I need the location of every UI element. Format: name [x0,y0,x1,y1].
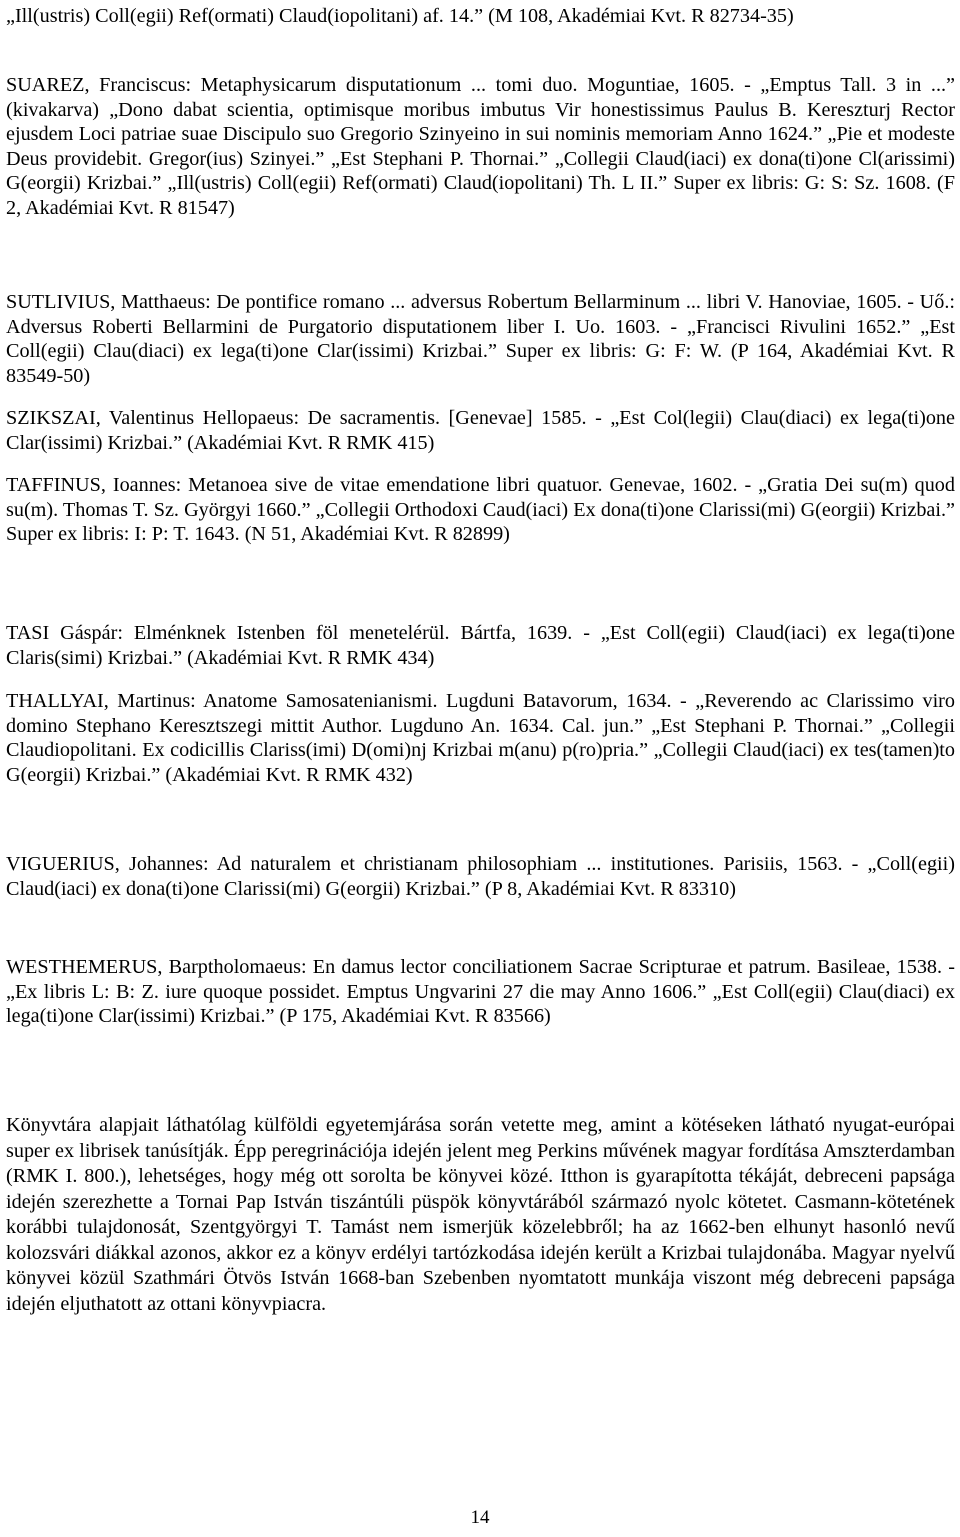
bibliography-entry-sutlivius: SUTLIVIUS, Matthaeus: De pontifice romano ... adversus Robertum Bellarminum ... libri V. Hanoviae, 1605. - Uő.: Adversus Roberti Bellarmini de Purgatorio disputationem liber I. Uo. 1603. - „Francisci Rivulini 1652.” „Est Coll(egii) Clau(diaci) ex lega(ti)one Clar(issimi) Krizbai.” Super ex libris: G: F: W. (P 164, Akadémiai Kvt. R 83549-50) [6,291,955,387]
bibliography-entry-szikszai: SZIKSZAI, Valentinus Hellopaeus: De sacramentis. [Genevae] 1585. - „Est Col(legii) Clau(diaci) ex lega(ti)one Clar(issimi) Krizbai.” (Akadémiai Kvt. R RMK 415) [6,407,955,454]
body-paragraph: Könyvtára alapjait láthatólag külföldi egyetemjárása során vetette meg, amint a kötéseken látható nyugat-európai super ex librisek tanúsítják. Épp peregrinációja idején jelent meg Perkins művének magyar fordítása Amszterdamban (RMK I. 800.), lehetséges, hogy még ott sorolta be könyvei közé. Itthon is gyarapította tékáját, debreceni papsága idején szerezhette a Tornai Pap István tiszántúli püspök könyvtárából származó nyolc kötetet. Casmann-kötetének korábbi tulajdonosát, Szentgyörgyi T. Tamást nem ismerjük közelebbről; ha az 1662-ben elhunyt hasonló nevű kolozsvári diákkal azonos, akkor ez a könyv erdélyi tartózkodása idején került a Krizbai tulajdonába. Magyar nyelvű könyvei közül Szathmári Ötvös István 1668-ban Szebenben nyomtatott munkája viszont még debreceni papsága idején eljuthatott az ottani könyvpiacra. [6,1114,955,1315]
bibliography-entry-westhemerus: WESTHEMERUS, Barptholomaeus: En damus lector conciliationem Sacrae Scripturae et patrum. Basileae, 1538. - „Ex libris L: B: Z. iure quoque possidet. Emptus Ungvarini 27 die may Anno 1606.” „Est Coll(egii) Clau(diaci) ex lega(ti)one Clar(issimi) Krizbai.” (P 175, Akadémiai Kvt. R 83566) [6,956,955,1028]
bibliography-entry-taffinus: TAFFINUS, Ioannes: Metanoea sive de vitae emendatione libri quatuor. Genevae, 1602. - „Gratia Dei su(m) quod su(m). Thomas T. Sz. Györgyi 1660.” „Collegii Orthodoxi Caud(iaci) Ex dona(ti)one Clarissi(mi) G(eorgii) Krizbai.” Super ex libris: I: P: T. 1643. (N 51, Akadémiai Kvt. R 82899) [6,474,955,546]
bibliography-entry-tasi: TASI Gáspár: Elménknek Istenben föl menetelérül. Bártfa, 1639. - „Est Coll(egii) Claud(iaci) ex lega(ti)one Claris(simi) Krizbai.” (Akadémiai Kvt. R RMK 434) [6,622,955,669]
page-number: 14 [470,1507,490,1528]
bibliography-entry-continued: „Ill(ustris) Coll(egii) Ref(ormati) Claud(iopolitani) af. 14.” (M 108, Akadémiai Kvt. R 82734-35) [6,5,794,27]
bibliography-entry-viguerius: VIGUERIUS, Johannes: Ad naturalem et christianam philosophiam ... institutiones. Parisiis, 1563. - „Coll(egii) Claud(iaci) ex dona(ti)one Clarissi(mi) G(eorgii) Krizbai.” (P 8, Akadémiai Kvt. R 83310) [6,853,955,900]
bibliography-entry-suarez: SUAREZ, Franciscus: Metaphysicarum disputationum ... tomi duo. Moguntiae, 1605. - „Emptus Tall. 3 in ...” (kivakarva) „Dono dabat scientia, optimisque moribus imbutus Vir honestissimus Paulus B. Kereszturj Rector ejusdem Loci patriae suae Discipulo suo Gregorio Szinyeino in sui nominis memoriam Anno 1624.” „Pie et modeste Deus providebit. Gregor(ius) Szinyei.” „Est Stephani P. Thornai.” „Collegii Claud(iaci) ex dona(ti)one Cl(arissimi) G(eorgii) Krizbai.” „Ill(ustris) Coll(egii) Ref(ormati) Claud(iopolitani) Th. L II.” Super ex libris: G: S: Sz. 1608. (F 2, Akadémiai Kvt. R 81547) [6,74,955,219]
bibliography-entry-thallyai: THALLYAI, Martinus: Anatome Samosatenianismi. Lugduni Batavorum, 1634. - „Reverendo ac Clarissimo viro domino Stephano Keresztszegi mittit Author. Lugduno An. 1634. Cal. jun.” „Est Stephani P. Thornai.” „Collegii Claudiopolitani. Ex codicillis Clariss(imi) D(omi)nj Krizbai m(anu) p(ro)pria.” „Collegii Claud(iaci) ex tes(tamen)to G(eorgii) Krizbai.” (Akadémiai Kvt. R RMK 432) [6,690,955,786]
